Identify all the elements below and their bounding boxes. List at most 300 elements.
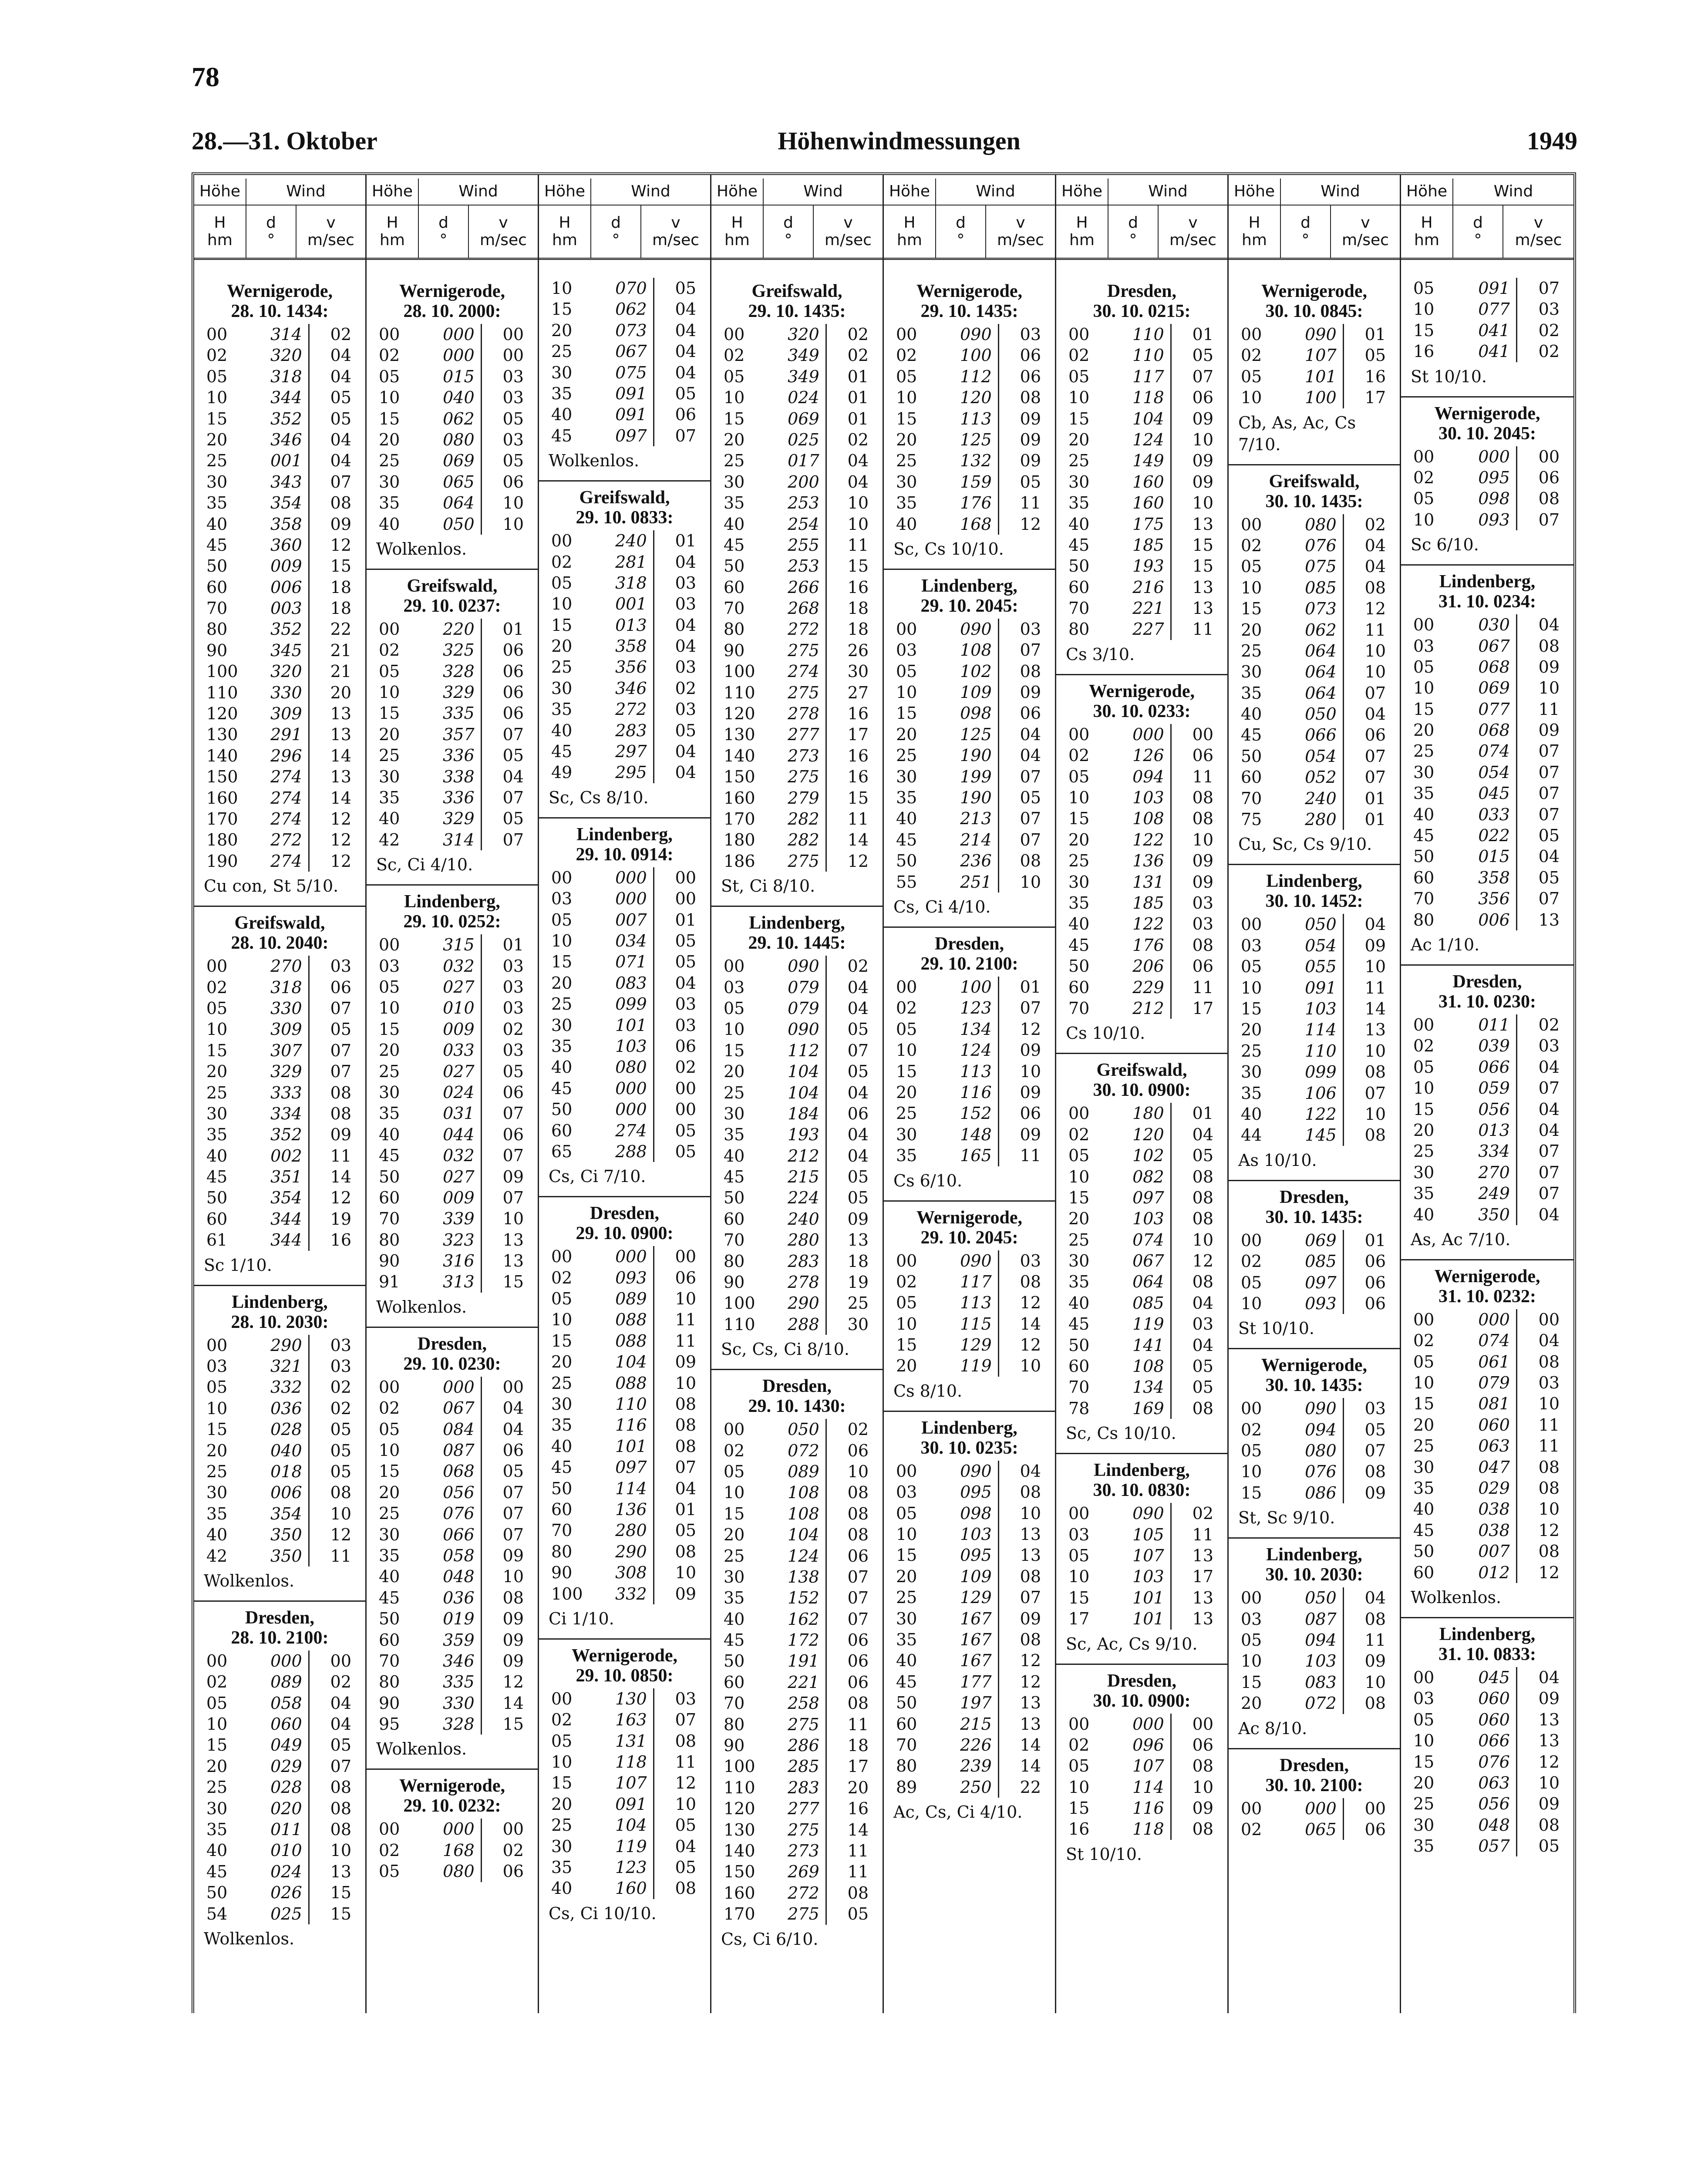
- direction-cell: 285: [770, 1756, 827, 1777]
- speed-cell: 08: [675, 1395, 696, 1414]
- direction-cell: 162: [770, 1609, 827, 1630]
- height-cell: 10: [896, 1525, 917, 1544]
- station-time: 30. 10. 1435:: [1265, 1207, 1363, 1227]
- table-row: [721, 956, 873, 977]
- table-row: [893, 1650, 1045, 1671]
- direction-cell: 343: [253, 472, 310, 492]
- table-row: [721, 1798, 873, 1819]
- measurement-rows: [1238, 914, 1390, 1145]
- table-row: [376, 1377, 528, 1398]
- table-row: [721, 598, 873, 619]
- height-cell: 95: [379, 1715, 400, 1734]
- speed-cell: 02: [502, 1019, 524, 1039]
- speed-cell: 00: [1538, 1310, 1560, 1329]
- direction-cell: 076: [1287, 535, 1344, 556]
- speed-cell: 11: [675, 1752, 696, 1772]
- speed-cell: 08: [675, 1415, 696, 1435]
- speed-cell: 10: [1192, 1230, 1213, 1250]
- table-row: [549, 1309, 701, 1330]
- speed-cell: 08: [847, 1883, 869, 1903]
- height-cell: 15: [724, 1041, 745, 1060]
- speed-cell: 04: [675, 763, 696, 782]
- height-cell: 140: [206, 746, 238, 765]
- cloud-note: Sc, Ci 4/10.: [376, 855, 473, 875]
- station-name: Lindenberg,: [1266, 871, 1362, 892]
- height-cell: 40: [1241, 704, 1262, 724]
- speed-cell: 09: [1364, 936, 1386, 955]
- height-cell: 80: [1413, 910, 1435, 930]
- direction-cell: 107: [597, 1772, 654, 1793]
- block-separator: [1056, 1053, 1227, 1054]
- direction-cell: 358: [1460, 867, 1517, 888]
- height-cell: 05: [206, 1378, 228, 1397]
- speed-cell: 06: [1364, 1819, 1386, 1839]
- height-cell: 30: [379, 1525, 400, 1544]
- height-cell: 00: [1413, 615, 1435, 635]
- speed-cell: 02: [1538, 342, 1560, 361]
- table-row: [549, 1078, 701, 1099]
- speed-cell: 10: [502, 493, 524, 513]
- speed-cell: 10: [675, 1373, 696, 1393]
- measurement-rows: [549, 867, 701, 1162]
- direction-cell: 089: [597, 1288, 654, 1309]
- direction-cell: 152: [942, 1103, 999, 1124]
- height-cell: 15: [896, 1335, 917, 1355]
- speed-cell: 05: [675, 1858, 696, 1877]
- header-h: [711, 205, 764, 258]
- table-row: [1066, 872, 1218, 893]
- speed-cell: 02: [847, 957, 869, 976]
- table-row: [204, 345, 356, 366]
- height-cell: 30: [551, 1836, 573, 1856]
- height-cell: 120: [724, 704, 755, 724]
- station-name: Greifswald,: [751, 281, 842, 301]
- height-cell: 10: [1413, 1078, 1435, 1098]
- speed-cell: 09: [1538, 657, 1560, 677]
- station-name: Wernigerode,: [1088, 681, 1195, 701]
- header-hoehe: Höhe: [539, 179, 591, 205]
- direction-cell: 029: [253, 1756, 310, 1777]
- height-cell: 05: [724, 367, 745, 386]
- table-row: [721, 1546, 873, 1566]
- speed-cell: 19: [847, 1273, 869, 1292]
- block-separator: [1056, 1453, 1227, 1454]
- height-cell: 40: [206, 514, 228, 534]
- speed-cell: 05: [502, 809, 524, 829]
- station-name: Lindenberg,: [1266, 1545, 1362, 1565]
- direction-cell: 017: [770, 450, 827, 471]
- measurement-rows: [376, 1819, 528, 1882]
- speed-cell: 08: [1020, 1272, 1041, 1291]
- speed-cell: 05: [502, 1061, 524, 1081]
- direction-cell: 272: [253, 829, 310, 850]
- speed-cell: 12: [1020, 1651, 1041, 1671]
- speed-cell: 11: [847, 535, 869, 555]
- speed-cell: 10: [1364, 1672, 1386, 1692]
- height-cell: 45: [1413, 826, 1435, 845]
- height-cell: 150: [206, 767, 238, 787]
- speed-cell: 09: [1020, 430, 1041, 449]
- table-row: [1411, 1730, 1564, 1751]
- direction-cell: 015: [425, 366, 482, 387]
- table-row: [893, 1777, 1045, 1798]
- table-row: [204, 1735, 356, 1755]
- station-heading: [893, 576, 1045, 616]
- speed-cell: 11: [1192, 620, 1213, 639]
- speed-cell: 12: [847, 851, 869, 871]
- direction-cell: 108: [942, 640, 999, 660]
- speed-cell: 06: [502, 1082, 524, 1102]
- height-cell: 45: [724, 1167, 745, 1187]
- block-separator: [194, 1600, 365, 1602]
- direction-cell: 076: [1460, 1752, 1517, 1772]
- speed-cell: 10: [1364, 662, 1386, 682]
- table-row: [376, 1187, 528, 1208]
- speed-cell: 05: [675, 1816, 696, 1835]
- speed-cell: 03: [1192, 914, 1213, 934]
- table-row: [1066, 1314, 1218, 1334]
- height-cell: 35: [896, 1630, 917, 1649]
- height-cell: 30: [551, 363, 573, 382]
- direction-cell: 006: [253, 1482, 310, 1503]
- direction-cell: 067: [597, 341, 654, 362]
- cloud-note: Ci 1/10.: [549, 1609, 614, 1628]
- cloud-note: Wolkenlos.: [204, 1929, 295, 1948]
- direction-cell: 130: [597, 1688, 654, 1709]
- height-cell: 05: [896, 1019, 917, 1039]
- speed-cell: 11: [1192, 767, 1213, 786]
- speed-cell: 07: [1020, 640, 1041, 660]
- table-row: [1238, 1630, 1390, 1651]
- height-cell: 02: [206, 346, 228, 365]
- speed-cell: 07: [1538, 1142, 1560, 1161]
- speed-cell: 07: [847, 1588, 869, 1608]
- table-row: [549, 930, 701, 951]
- height-cell: 05: [724, 998, 745, 1018]
- height-cell: 60: [1068, 577, 1090, 597]
- direction-cell: 112: [942, 366, 999, 387]
- speed-cell: 09: [1538, 1689, 1560, 1708]
- block-separator: [711, 1369, 883, 1370]
- direction-cell: 098: [942, 703, 999, 724]
- table-row: [549, 1099, 701, 1120]
- height-cell: 10: [1241, 1293, 1262, 1313]
- block-separator: [1401, 564, 1573, 566]
- height-cell: 15: [1413, 699, 1435, 719]
- height-cell: 35: [1241, 1083, 1262, 1103]
- direction-cell: 254: [770, 514, 827, 535]
- height-cell: 00: [1413, 1015, 1435, 1034]
- direction-cell: 346: [597, 678, 654, 699]
- speed-cell: 08: [1364, 1125, 1386, 1145]
- direction-cell: 124: [1115, 429, 1172, 450]
- height-cell: 03: [896, 1482, 917, 1502]
- table-row: [1238, 620, 1390, 640]
- height-cell: 20: [1241, 620, 1262, 640]
- height-cell: 15: [724, 409, 745, 428]
- direction-cell: 330: [253, 682, 310, 703]
- speed-cell: 07: [1538, 889, 1560, 909]
- direction-cell: 080: [425, 1861, 482, 1882]
- height-cell: 70: [551, 1521, 573, 1540]
- speed-cell: 05: [675, 931, 696, 950]
- height-cell: 40: [724, 514, 745, 534]
- speed-cell: 06: [847, 1651, 869, 1671]
- header-v: [814, 205, 883, 258]
- height-cell: 90: [206, 640, 228, 660]
- speed-cell: 07: [502, 1188, 524, 1207]
- height-cell: 60: [379, 1188, 400, 1207]
- speed-cell: 11: [675, 1310, 696, 1330]
- table-row: [1411, 614, 1564, 635]
- table-row: [1411, 1709, 1564, 1730]
- direction-cell: 290: [253, 1335, 310, 1356]
- table-row: [721, 1187, 873, 1208]
- height-cell: 10: [1068, 1567, 1090, 1587]
- direction-cell: 026: [253, 1882, 310, 1903]
- direction-cell: 090: [942, 619, 999, 640]
- height-cell: 35: [896, 1146, 917, 1165]
- speed-cell: 04: [1020, 1461, 1041, 1481]
- table-row: [1411, 1457, 1564, 1478]
- table-row: [376, 1840, 528, 1861]
- table-row: [376, 429, 528, 450]
- height-cell: 02: [724, 346, 745, 365]
- height-cell: 15: [1241, 1672, 1262, 1692]
- header-ms-unit: m/sec: [1342, 231, 1389, 249]
- direction-cell: 058: [425, 1545, 482, 1566]
- speed-cell: 09: [502, 1609, 524, 1629]
- height-cell: 05: [379, 1419, 400, 1439]
- direction-cell: 320: [253, 345, 310, 366]
- speed-cell: 05: [675, 721, 696, 740]
- height-cell: 130: [724, 725, 755, 744]
- height-cell: 00: [551, 1689, 573, 1708]
- height-cell: 40: [1068, 914, 1090, 934]
- table-row: [893, 977, 1045, 997]
- direction-cell: 167: [942, 1608, 999, 1629]
- speed-cell: 05: [1538, 868, 1560, 887]
- direction-cell: 149: [1115, 450, 1172, 471]
- table-row: [893, 429, 1045, 450]
- direction-cell: 163: [597, 1709, 654, 1730]
- table-row: [204, 766, 356, 787]
- height-cell: 20: [551, 973, 573, 993]
- height-cell: 05: [1241, 957, 1262, 977]
- station-name: Greifswald,: [407, 576, 498, 596]
- table-row: [376, 1545, 528, 1566]
- speed-cell: 00: [1192, 1714, 1213, 1734]
- speed-cell: 05: [1192, 1146, 1213, 1165]
- height-cell: 10: [379, 388, 400, 408]
- station-heading: [1066, 1671, 1218, 1711]
- height-cell: 15: [206, 1420, 228, 1439]
- header-hoehe: Höhe: [1056, 179, 1108, 205]
- direction-cell: 032: [425, 956, 482, 977]
- speed-cell: 19: [330, 1209, 351, 1229]
- direction-cell: 180: [1115, 1103, 1172, 1124]
- direction-cell: 103: [597, 1036, 654, 1057]
- table-row: [549, 1057, 701, 1078]
- speed-cell: 02: [502, 1840, 524, 1860]
- speed-cell: 09: [1020, 409, 1041, 428]
- measurement-rows: [1238, 1587, 1390, 1714]
- direction-cell: 113: [942, 408, 999, 429]
- direction-cell: 281: [597, 552, 654, 573]
- table-row: [721, 1440, 873, 1461]
- column-body: [194, 275, 365, 2013]
- height-cell: 20: [551, 637, 573, 656]
- header-d-label: d: [1300, 214, 1310, 232]
- direction-cell: 131: [1115, 872, 1172, 893]
- speed-cell: 04: [330, 1715, 351, 1734]
- height-cell: 60: [206, 577, 228, 597]
- table-row: [1066, 956, 1218, 977]
- direction-cell: 030: [1460, 614, 1517, 635]
- direction-cell: 335: [425, 1671, 482, 1692]
- height-cell: 30: [896, 767, 917, 786]
- direction-cell: 003: [253, 598, 310, 619]
- speed-cell: 16: [847, 577, 869, 597]
- direction-cell: 000: [1460, 1309, 1517, 1330]
- height-cell: 25: [896, 451, 917, 471]
- direction-cell: 282: [770, 808, 827, 829]
- height-cell: 05: [1241, 367, 1262, 386]
- table-row: [549, 1794, 701, 1815]
- height-cell: 170: [724, 809, 755, 829]
- height-cell: 61: [206, 1230, 228, 1250]
- height-cell: 90: [724, 640, 745, 660]
- speed-cell: 11: [675, 1331, 696, 1351]
- speed-cell: 09: [502, 1546, 524, 1565]
- height-cell: 10: [1068, 1777, 1090, 1797]
- station-time: 28. 10. 1434:: [231, 301, 329, 321]
- speed-cell: 06: [1364, 1273, 1386, 1292]
- direction-cell: 107: [1115, 1755, 1172, 1776]
- table-row: [1411, 677, 1564, 698]
- height-cell: 30: [896, 1125, 917, 1144]
- speed-cell: 04: [1538, 1667, 1560, 1687]
- table-row: [549, 573, 701, 593]
- station-name: Dresden,: [1107, 281, 1177, 301]
- direction-cell: 087: [425, 1440, 482, 1461]
- measurement-rows: [893, 977, 1045, 1166]
- direction-cell: 024: [770, 387, 827, 408]
- table-row: [1066, 808, 1218, 829]
- speed-cell: 04: [1364, 1588, 1386, 1608]
- table-row: [204, 788, 356, 808]
- height-cell: 25: [1241, 641, 1262, 660]
- table-row: [721, 1524, 873, 1545]
- block-separator: [539, 1196, 710, 1197]
- speed-cell: 21: [330, 640, 351, 660]
- direction-cell: 085: [1287, 1251, 1344, 1272]
- speed-cell: 09: [330, 514, 351, 534]
- direction-cell: 024: [253, 1861, 310, 1882]
- table-row: [1411, 1562, 1564, 1583]
- height-cell: 45: [206, 1862, 228, 1881]
- table-row: [1238, 1440, 1390, 1461]
- height-cell: 45: [1413, 1520, 1435, 1540]
- table-row: [204, 1819, 356, 1840]
- speed-cell: 14: [1020, 1314, 1041, 1334]
- direction-cell: 318: [253, 977, 310, 998]
- speed-cell: 08: [1192, 1398, 1213, 1418]
- speed-cell: 07: [1538, 741, 1560, 761]
- direction-cell: 354: [253, 1187, 310, 1208]
- speed-cell: 08: [1192, 1756, 1213, 1776]
- direction-cell: 283: [770, 1777, 827, 1798]
- table-row: [893, 1482, 1045, 1502]
- direction-cell: 273: [770, 1840, 827, 1861]
- table-row: [204, 1756, 356, 1777]
- speed-cell: 04: [675, 363, 696, 382]
- station-heading: [1411, 404, 1564, 444]
- speed-cell: 06: [502, 704, 524, 723]
- station-heading: [721, 913, 873, 953]
- direction-cell: 352: [253, 619, 310, 640]
- direction-cell: 107: [1287, 345, 1344, 366]
- height-cell: 40: [1413, 805, 1435, 824]
- direction-cell: 094: [1115, 766, 1172, 787]
- speed-cell: 09: [1192, 1799, 1213, 1818]
- height-cell: 00: [724, 325, 745, 344]
- speed-cell: 04: [847, 1083, 869, 1102]
- height-cell: 50: [206, 1883, 228, 1903]
- speed-cell: 07: [1020, 1588, 1041, 1607]
- table-row: [1066, 598, 1218, 619]
- height-cell: 25: [724, 451, 745, 471]
- station-name: Dresden,: [934, 933, 1004, 954]
- direction-cell: 315: [425, 934, 482, 955]
- speed-cell: 13: [1364, 1020, 1386, 1040]
- direction-cell: 321: [253, 1356, 310, 1377]
- cloud-note: Cu con, St 5/10.: [204, 876, 339, 896]
- direction-cell: 094: [1287, 1419, 1344, 1440]
- table-row: [549, 1457, 701, 1478]
- height-cell: 170: [206, 809, 238, 829]
- direction-cell: 350: [1460, 1204, 1517, 1225]
- direction-cell: 104: [597, 1815, 654, 1836]
- height-cell: 02: [551, 1710, 573, 1730]
- height-cell: 70: [206, 599, 228, 618]
- speed-cell: 05: [675, 384, 696, 403]
- table-row: [721, 1587, 873, 1608]
- direction-cell: 057: [1460, 1836, 1517, 1856]
- direction-cell: 104: [1115, 408, 1172, 429]
- measurement-rows: [204, 1651, 356, 1924]
- height-cell: 10: [1413, 300, 1435, 319]
- table-row: [1411, 720, 1564, 741]
- direction-cell: 221: [1115, 598, 1172, 619]
- table-row: [204, 1524, 356, 1545]
- height-cell: 00: [551, 1247, 573, 1267]
- table-row: [1238, 1272, 1390, 1293]
- height-cell: 90: [379, 1693, 400, 1713]
- speed-cell: 11: [1192, 977, 1213, 997]
- height-cell: 05: [724, 1462, 745, 1481]
- table-row: [1238, 1083, 1390, 1104]
- speed-cell: 17: [1364, 388, 1386, 408]
- speed-cell: 09: [1364, 1483, 1386, 1502]
- table-row: [204, 1209, 356, 1229]
- table-row: [376, 1482, 528, 1503]
- speed-cell: 03: [1538, 300, 1560, 319]
- speed-cell: 04: [1538, 1331, 1560, 1351]
- direction-cell: 019: [425, 1608, 482, 1629]
- table-row: [376, 934, 528, 955]
- table-row: [204, 514, 356, 535]
